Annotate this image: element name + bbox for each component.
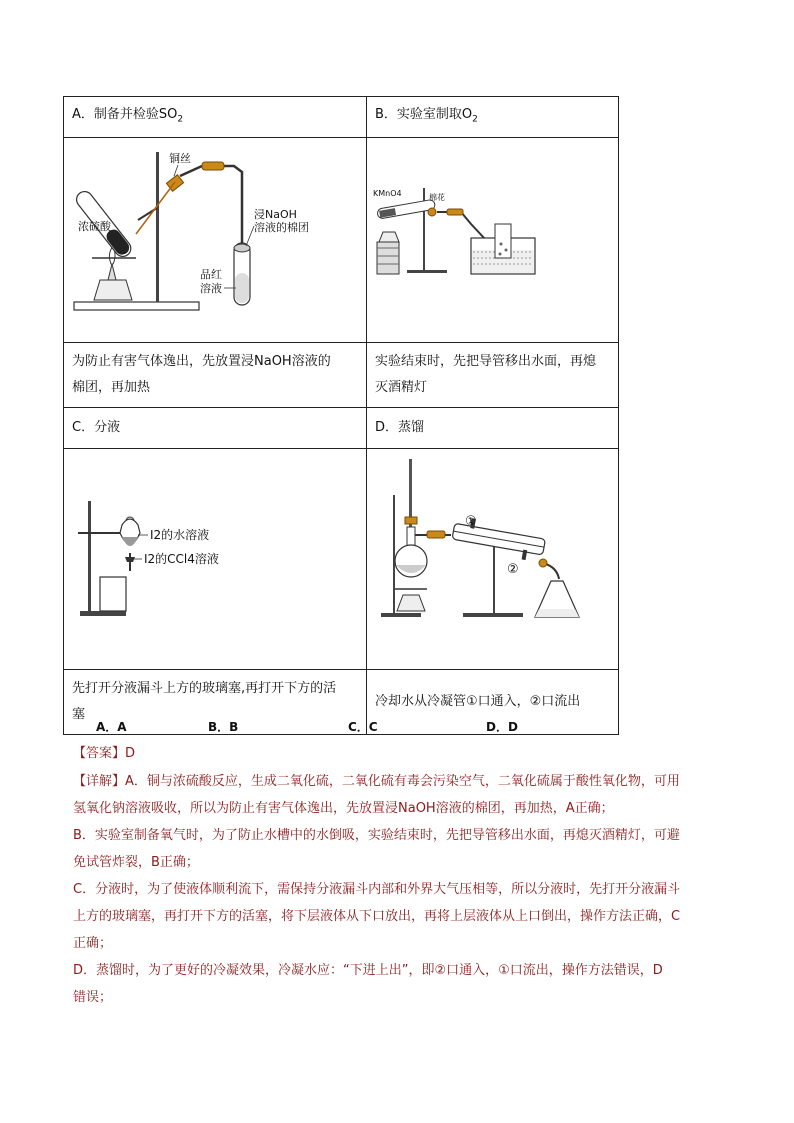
kmno4-label: KMnO4 — [373, 189, 402, 198]
option-b[interactable]: B．B — [208, 720, 239, 734]
explain-d-line-2: 错误； — [73, 990, 113, 1005]
answer-value: D — [125, 746, 136, 761]
option-b-figure — [367, 138, 619, 343]
naoh-cotton-label-1: 浸NaOH — [254, 208, 297, 221]
conc-sulfuric-label: 浓硫酸 — [78, 220, 111, 233]
option-d-note: 冷却水从冷凝管①口通入，②口流出 — [367, 670, 619, 735]
option-c-note: 先打开分液漏斗上方的玻璃塞,再打开下方的活 塞 — [64, 670, 367, 735]
option-d-figure — [367, 449, 619, 670]
option-b-note: 实验结束时，先把导管移出水面，再熄 灭酒精灯 — [367, 343, 619, 408]
i2-water-label: I2的水溶液 — [150, 528, 210, 542]
options-table — [63, 96, 619, 735]
separation-diagram — [64, 449, 367, 659]
distillation-diagram — [367, 449, 619, 659]
option-d-header: D．蒸馏 — [367, 408, 619, 449]
cotton-label: 棉花 — [429, 193, 445, 202]
option-c[interactable]: C．C — [348, 720, 378, 734]
i2-ccl4-label: I2的CCl4溶液 — [144, 552, 219, 566]
o2-apparatus-diagram — [367, 138, 619, 332]
explain-c-line-2: 上方的玻璃塞，再打开下方的活塞，将下层液体从下口放出，再将上层液体从上口倒出，操作方法正确，C — [73, 909, 681, 924]
option-c-figure — [64, 449, 367, 670]
explain-b-line-1: B．实验室制备氧气时，为了防止水槽中的水倒吸，实验结束时，先把导管移出水面，再熄灭酒精灯，可避 — [73, 828, 680, 843]
explain-c-line-1: C．分液时，为了使液体顺利流下，需保持分液漏斗内部和外界大气压相等，所以分液时，先打开分液漏斗 — [73, 882, 681, 897]
option-a-header: A．制备并检验$SO_2$ — [64, 97, 367, 138]
option-d[interactable]: D．D — [486, 720, 518, 734]
answer-options — [96, 718, 616, 736]
explain-d-line-1: D．蒸馏时，为了更好的冷凝效果，冷凝水应：“下进上出”，即②口通入，①口流出，操作方法错误，D — [73, 963, 663, 978]
explain-tag: 【详解】 — [73, 774, 126, 789]
option-b-header: B．实验室制取$O_2$ — [367, 97, 619, 138]
port-1-label: ① — [465, 514, 477, 529]
answer-tag: 【答案】 — [73, 746, 126, 761]
port-2-label: ② — [507, 562, 519, 577]
copper-wire-label: 铜丝 — [169, 152, 191, 165]
explain-c-line-3: 正确； — [73, 936, 113, 951]
explain-a-line-1: 【详解】A．铜与浓硫酸反应，生成二氧化硫，二氧化硫有毒会污染空气，二氧化硫属于酸性氧化物，可用 — [73, 774, 680, 789]
option-a[interactable]: A．A — [96, 720, 127, 734]
option-c-header: C．分液 — [64, 408, 367, 449]
naoh-cotton-label-2: 溶液的棉团 — [254, 221, 309, 234]
magenta-label-2: 溶液 — [200, 282, 222, 295]
explain-b-line-2: 免试管炸裂，B正确； — [73, 855, 199, 870]
explain-a-line-2: 氢氧化钠溶液吸收，所以为防止有害气体逸出，先放置浸NaOH溶液的棉团，再加热，A正确； — [73, 801, 614, 816]
magenta-label-1: 品红 — [200, 268, 222, 281]
answer-line — [73, 742, 733, 761]
option-a-figure — [64, 138, 367, 343]
so2-apparatus-diagram — [64, 138, 367, 332]
option-a-note: 为防止有害气体逸出，先放置浸NaOH溶液的 棉团，再加热 — [64, 343, 367, 408]
